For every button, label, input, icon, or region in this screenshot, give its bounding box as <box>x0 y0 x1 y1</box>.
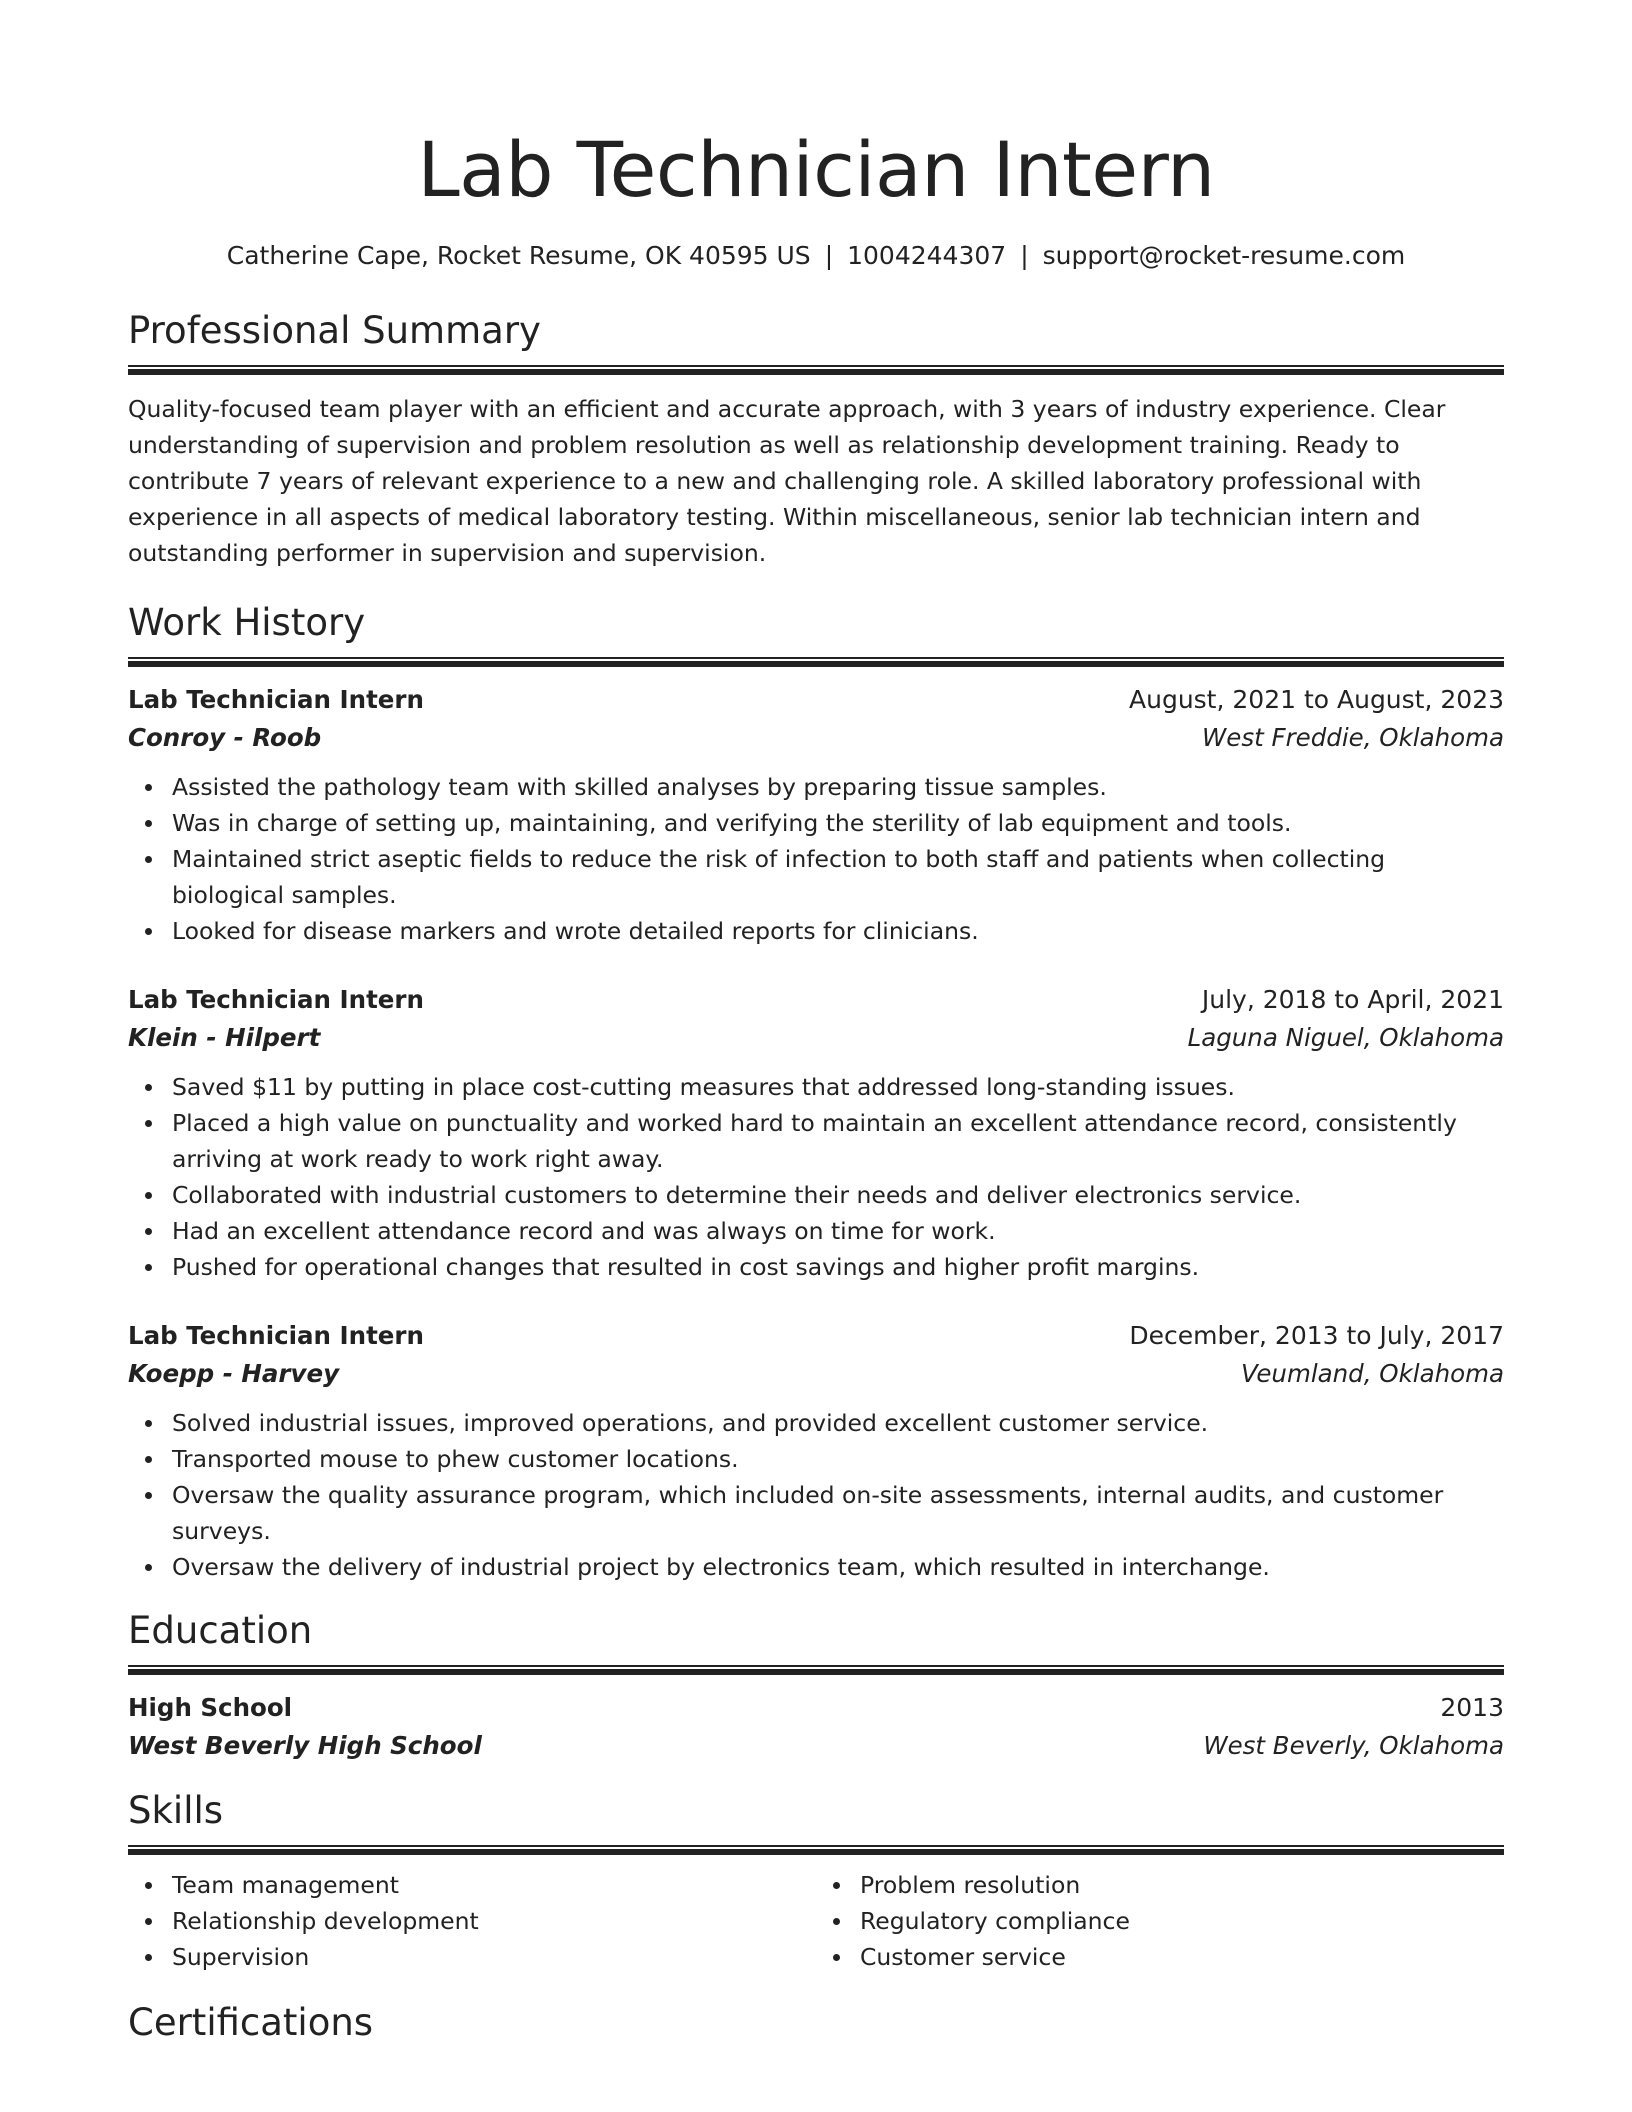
job-entry <box>128 1317 1504 1585</box>
list-item: Oversaw the quality assurance program, which included on-site assessments, internal audits, and customer surveys. <box>128 1477 1504 1549</box>
list-item: Pushed for operational changes that resulted in cost savings and higher profit margins. <box>128 1249 1504 1285</box>
list-item: Maintained strict aseptic fields to reduce the risk of infection to both staff and patients when collecting biological samples. <box>128 841 1504 913</box>
skill-item: Relationship development <box>128 1903 816 1939</box>
list-item: Collaborated with industrial customers to determine their needs and deliver electronics service. <box>128 1177 1504 1213</box>
job-company: Koepp - Harvey <box>128 1359 340 1388</box>
skill-item: Problem resolution <box>816 1867 1504 1903</box>
skills-heading: Skills <box>128 1789 224 1832</box>
job-location: Veumland, Oklahoma <box>1241 1359 1504 1388</box>
education-location: West Beverly, Oklahoma <box>1203 1731 1504 1760</box>
education-degree: High School <box>128 1693 293 1722</box>
list-item: Was in charge of setting up, maintaining, and verifying the sterility of lab equipment and tools. <box>128 805 1504 841</box>
list-item: Had an excellent attendance record and was always on time for work. <box>128 1213 1504 1249</box>
job-title: Lab Technician Intern <box>128 685 424 714</box>
skills-list <box>816 1867 1504 1975</box>
contact-address: Catherine Cape, Rocket Resume, OK 40595 US <box>226 241 811 270</box>
job-bullets <box>128 1405 1504 1585</box>
education-school: West Beverly High School <box>128 1731 482 1760</box>
list-item: Transported mouse to phew customer locations. <box>128 1441 1504 1477</box>
job-title: Lab Technician Intern <box>128 985 424 1014</box>
job-entry <box>128 981 1504 1285</box>
contact-phone: 1004244307 <box>847 241 1007 270</box>
education-heading: Education <box>128 1609 313 1652</box>
section-divider <box>128 365 1504 375</box>
job-title: Lab Technician Intern <box>128 1321 424 1350</box>
list-item: Looked for disease markers and wrote detailed reports for clinicians. <box>128 913 1504 949</box>
job-entry <box>128 681 1504 949</box>
job-location: Laguna Niguel, Oklahoma <box>1187 1023 1504 1052</box>
list-item: Placed a high value on punctuality and worked hard to maintain an excellent attendance record, consistently arriving at work ready to work right away. <box>128 1105 1504 1177</box>
contact-line <box>128 238 1504 274</box>
section-divider <box>128 1845 1504 1855</box>
skill-item: Customer service <box>816 1939 1504 1975</box>
section-divider <box>128 1665 1504 1675</box>
work-history-heading: Work History <box>128 601 366 644</box>
job-dates: July, 2018 to April, 2021 <box>1201 985 1504 1014</box>
list-item: Assisted the pathology team with skilled analyses by preparing tissue samples. <box>128 769 1504 805</box>
list-item: Oversaw the delivery of industrial project by electronics team, which resulted in interchange. <box>128 1549 1504 1585</box>
summary-text: Quality-focused team player with an efficient and accurate approach, with 3 years of industry experience. Clear understanding of supervision and problem resolution as well as relationship development training. Ready to contribute 7 years of relevant experience to a new and challenging role. A skilled laboratory professional with experience in all aspects of medical laboratory testing. Within miscellaneous, senior lab technician intern and outstanding performer in supervision and supervision. <box>128 395 1446 567</box>
job-location: West Freddie, Oklahoma <box>1202 723 1504 752</box>
certifications-section <box>128 1999 1504 2047</box>
skill-item: Regulatory compliance <box>816 1903 1504 1939</box>
job-company: Conroy - Roob <box>128 723 322 752</box>
contact-separator: | <box>1020 241 1029 270</box>
list-item: Solved industrial issues, improved operations, and provided excellent customer service. <box>128 1405 1504 1441</box>
job-company: Klein - Hilpert <box>128 1023 321 1052</box>
certifications-heading: Certifications <box>128 2001 374 2044</box>
skills-column-right <box>816 1867 1504 1975</box>
list-item: Saved $11 by putting in place cost-cutting measures that addressed long-standing issues. <box>128 1069 1504 1105</box>
resume-title: Lab Technician Intern <box>417 125 1215 214</box>
skills-section <box>128 1787 1504 1975</box>
summary-section <box>128 307 1504 571</box>
work-history-section <box>128 599 1504 1585</box>
skill-item: Supervision <box>128 1939 816 1975</box>
contact-email: support@rocket-resume.com <box>1042 241 1406 270</box>
job-bullets <box>128 769 1504 949</box>
job-dates: August, 2021 to August, 2023 <box>1129 685 1504 714</box>
job-bullets <box>128 1069 1504 1285</box>
section-divider <box>128 657 1504 667</box>
education-section <box>128 1607 1504 1765</box>
skill-item: Team management <box>128 1867 816 1903</box>
education-year: 2013 <box>1440 1693 1504 1722</box>
summary-heading: Professional Summary <box>128 309 541 352</box>
skills-column-left <box>128 1867 816 1975</box>
contact-separator: | <box>824 241 834 270</box>
job-dates: December, 2013 to July, 2017 <box>1129 1321 1504 1350</box>
skills-grid <box>128 1867 1504 1975</box>
skills-list <box>128 1867 816 1975</box>
